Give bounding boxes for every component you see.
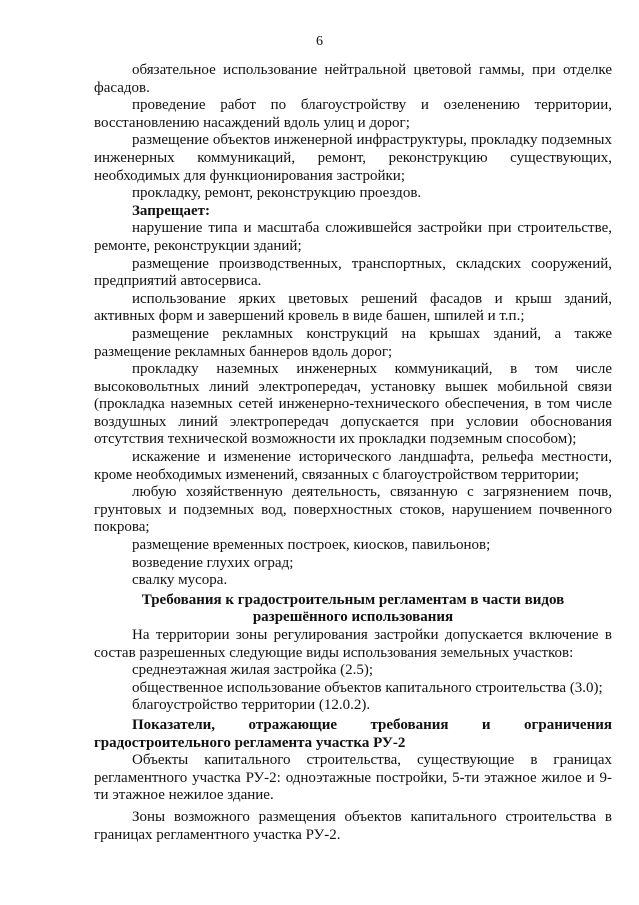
paragraph: свалку мусора. xyxy=(132,572,228,589)
paragraph: размещение рекламных конструкций на крышах зданий, а также размещение рекламных баннеров вдоль дорог; xyxy=(94,325,612,360)
section-heading-line: разрешённого использования xyxy=(252,609,454,626)
paragraph: Зоны возможного размещения объектов капитального строительства в границах регламентного участка РУ-2. xyxy=(94,808,612,843)
paragraph: среднеэтажная жилая застройка (2.5); xyxy=(132,662,374,679)
paragraph: нарушение типа и масштаба сложившейся застройки при строительстве, ремонте, реконструкции зданий; xyxy=(94,220,612,254)
paragraph: Объекты капитального строительства, существующие в границах регламентного участка РУ-2: одноэтажные постройки, 5-ти этажное жилое и 9-ти этажное нежилое здание. xyxy=(94,752,612,804)
document-body xyxy=(94,62,612,844)
paragraph: благоустройство территории (12.0.2). xyxy=(132,697,371,714)
paragraph: На территории зоны регулирования застройки допускается включение в состав разрешенных следующие виды использования земельных участков: xyxy=(94,627,612,661)
prohibits-label: Запрещает: xyxy=(132,202,211,219)
paragraph: размещение производственных, транспортных, складских сооружений, предприятий автосервиса. xyxy=(94,255,612,290)
paragraph: обязательное использование нейтральной цветовой гаммы, при отделке фасадов. xyxy=(94,62,612,96)
paragraph: прокладку наземных инженерных коммуникаций, в том числе высоковольтных линий электропередач, установку вышек мобильной связи (прокладка наземных сетей инженерно-технического обеспечения, в том числе воздушных линий электропередач допускается при условии обоснования отсутствия технической возможности их прокладки подземным способом); xyxy=(94,361,612,448)
paragraph: общественное использование объектов капитального строительства (3.0); xyxy=(132,679,603,696)
paragraph: размещение объектов инженерной инфраструктуры, прокладку подземных инженерных коммуникаций, ремонт, реконструкцию существующих, необходимых для функционирования застройки; xyxy=(94,132,612,184)
paragraph: любую хозяйственную деятельность, связанную с загрязнением почв, грунтовых и подземных вод, поверхностных стоков, нарушением почвенного покрова; xyxy=(94,484,612,536)
paragraph: проведение работ по благоустройству и озеленению территории, восстановлению насаждений вдоль улиц и дорог; xyxy=(94,97,612,131)
paragraph: искажение и изменение исторического ландшафта, рельефа местности, кроме необходимых изменений, связанных с благоустройством территории; xyxy=(94,449,612,483)
paragraph: использование ярких цветовых решений фасадов и крыш зданий, активных форм и завершений кровель в виде башен, шпилей и т.п.; xyxy=(94,290,612,325)
paragraph: возведение глухих оград; xyxy=(132,554,294,571)
paragraph: размещение временных построек, киосков, павильонов; xyxy=(132,537,491,554)
section-heading-line: Требования к градостроительным регламентам в части видов xyxy=(141,591,565,608)
page-number: 6 xyxy=(316,34,323,49)
paragraph: прокладку, ремонт, реконструкцию проездов. xyxy=(132,185,422,202)
section-heading: Показатели, отражающие требования и ограничения градостроительного регламента участка РУ-2 xyxy=(94,716,612,751)
